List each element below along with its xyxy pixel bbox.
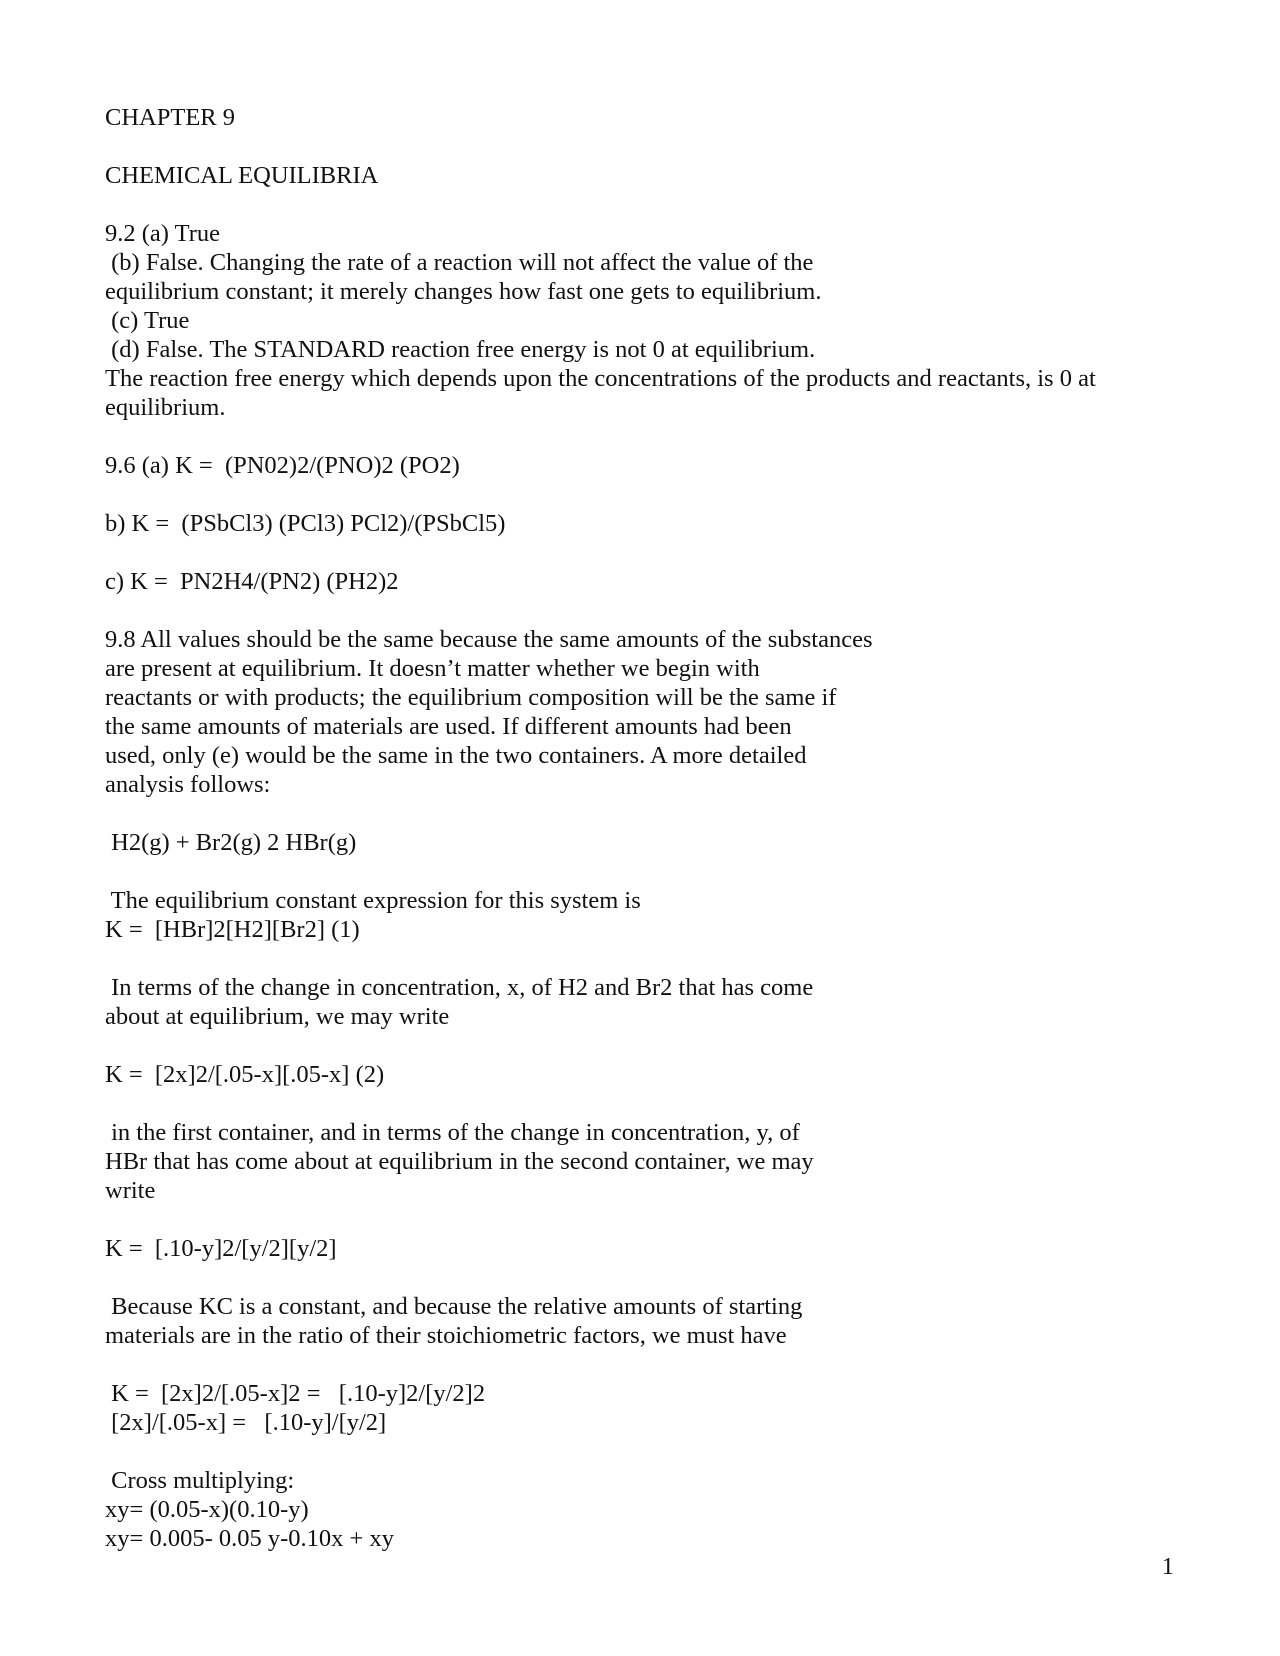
text-line: 9.2 (a) True: [105, 220, 221, 247]
equation-9-6-b: b) K = (PSbCl3) (PCl3) PCl2)/(PSbCl5): [105, 510, 506, 537]
equation-line: xy= 0.005- 0.05 y-0.10x + xy: [105, 1525, 394, 1552]
text-line: equilibrium constant; it merely changes how fast one gets to equilibrium.: [105, 278, 822, 305]
text-line: In terms of the change in concentration, x, of H2 and Br2 that has come: [105, 974, 814, 1001]
answer-9-6: [105, 451, 1185, 596]
text-line: are present at equilibrium. It doesn’t matter whether we begin with: [105, 655, 760, 682]
equality-line: [2x]/[.05-x] = [.10-y]/[y/2]: [105, 1409, 387, 1436]
text-line: equilibrium.: [105, 394, 226, 421]
equality-line: K = [2x]2/[.05-x]2 = [.10-y]2/[y/2]2: [105, 1380, 486, 1407]
text-line: The reaction free energy which depends upon the concentrations of the products and reactants, is 0 at: [105, 365, 1096, 392]
text-line: reactants or with products; the equilibrium composition will be the same if: [105, 684, 837, 711]
answer-9-2: [105, 219, 1185, 422]
chapter-title: CHEMICAL EQUILIBRIA: [105, 162, 379, 189]
text-line: HBr that has come about at equilibrium in the second container, we may: [105, 1148, 814, 1175]
reaction-equation: H2(g) + Br2(g) 2 HBr(g): [105, 829, 357, 856]
text-line: Cross multiplying:: [105, 1467, 295, 1494]
equation-9-6-a: 9.6 (a) K = (PN02)2/(PNO)2 (PO2): [105, 452, 460, 479]
equation-3: K = [.10-y]2/[y/2][y/2]: [105, 1235, 337, 1262]
equation-2: K = [2x]2/[.05-x][.05-x] (2): [105, 1061, 385, 1088]
text-line: (c) True: [105, 307, 190, 334]
text-line: The equilibrium constant expression for this system is: [105, 887, 641, 914]
equation-1: K = [HBr]2[H2][Br2] (1): [105, 916, 360, 943]
text-line: materials are in the ratio of their stoichiometric factors, we must have: [105, 1322, 787, 1349]
text-line: about at equilibrium, we may write: [105, 1003, 450, 1030]
answer-9-8: [105, 625, 1185, 1553]
text-line: (b) False. Changing the rate of a reaction will not affect the value of the: [105, 249, 814, 276]
text-line: (d) False. The STANDARD reaction free energy is not 0 at equilibrium.: [105, 336, 816, 363]
text-line: Because KC is a constant, and because the relative amounts of starting: [105, 1293, 803, 1320]
equation-line: xy= (0.05-x)(0.10-y): [105, 1496, 309, 1523]
text-line: 9.8 All values should be the same because the same amounts of the substances: [105, 626, 873, 653]
document-page: [105, 103, 1185, 1553]
text-line: analysis follows:: [105, 771, 271, 798]
text-line: in the first container, and in terms of the change in concentration, y, of: [105, 1119, 800, 1146]
equation-9-6-c: c) K = PN2H4/(PN2) (PH2)2: [105, 568, 399, 595]
page-number: 1: [1161, 1553, 1174, 1580]
chapter-heading: CHAPTER 9: [105, 104, 236, 131]
text-line: the same amounts of materials are used. If different amounts had been: [105, 713, 792, 740]
text-line: used, only (e) would be the same in the two containers. A more detailed: [105, 742, 807, 769]
text-line: write: [105, 1177, 156, 1204]
